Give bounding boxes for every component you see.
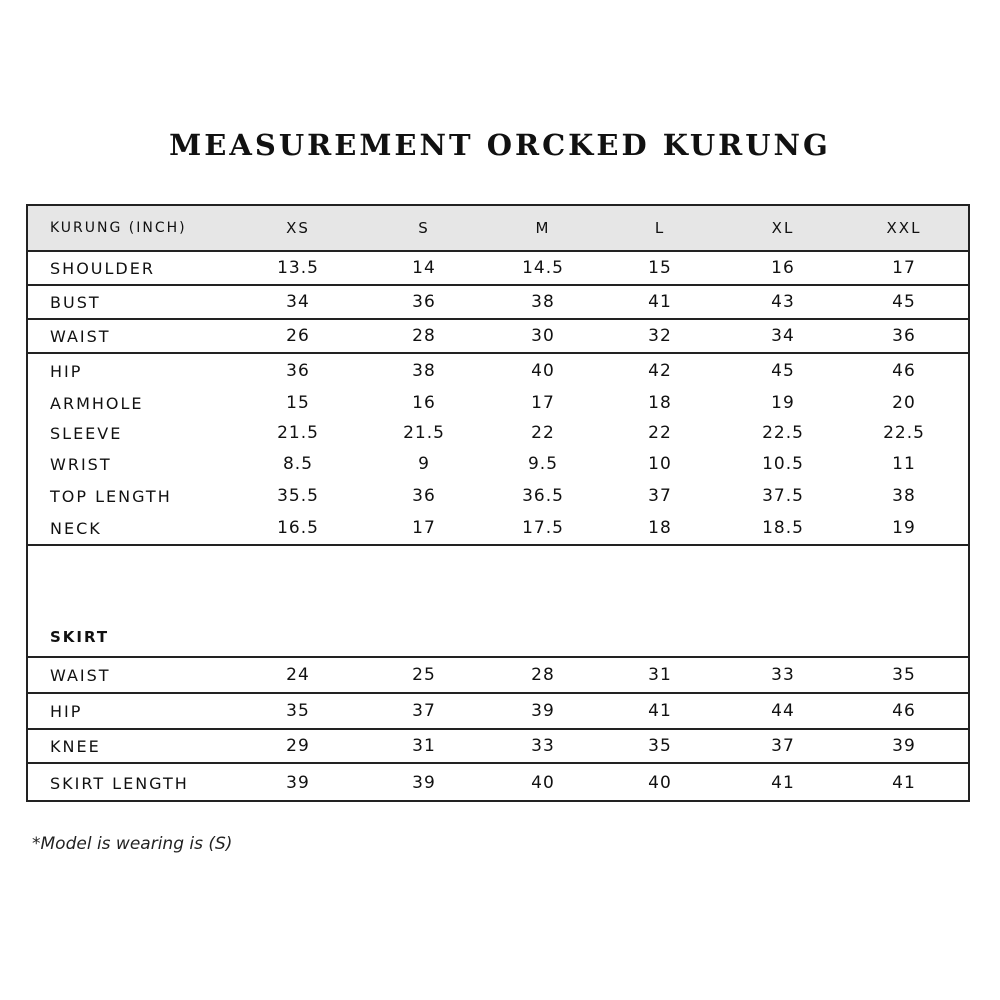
row-value: 24: [286, 665, 310, 685]
row-value: 14: [412, 258, 436, 278]
header-size-xs: XS: [286, 219, 310, 237]
row-value: 36: [286, 361, 310, 381]
header-size-s: S: [418, 219, 430, 237]
table-row: [28, 320, 968, 354]
row-value: 28: [531, 665, 555, 685]
row-value: 36: [412, 292, 436, 312]
row-label: HIP: [50, 361, 83, 381]
row-value: 9: [418, 454, 430, 474]
row-value: 21.5: [403, 423, 445, 443]
row-value: 38: [531, 292, 555, 312]
row-label: WRIST: [50, 454, 112, 474]
row-value: 40: [531, 773, 555, 793]
table-row: [28, 512, 968, 546]
table-header-row: [28, 206, 968, 252]
table-row: [28, 448, 968, 480]
row-value: 15: [648, 258, 672, 278]
row-value: 37: [412, 701, 436, 721]
row-value: 41: [648, 701, 672, 721]
table-row: [28, 764, 968, 802]
row-value: 26: [286, 326, 310, 346]
row-value: 37: [648, 486, 672, 506]
row-value: 40: [531, 361, 555, 381]
row-label: HIP: [50, 701, 83, 721]
row-label: BUST: [50, 292, 101, 312]
row-value: 35: [648, 736, 672, 756]
row-value: 35.5: [277, 486, 319, 506]
row-value: 46: [892, 361, 916, 381]
skirt-divider: [28, 656, 968, 658]
row-value: 39: [531, 701, 555, 721]
row-value: 11: [892, 454, 916, 474]
row-value: 36: [412, 486, 436, 506]
header-size-m: M: [535, 219, 551, 237]
row-value: 37.5: [762, 486, 804, 506]
row-label: NECK: [50, 518, 102, 538]
table-row: [28, 694, 968, 730]
row-value: 16.5: [277, 518, 319, 538]
row-value: 17.5: [522, 518, 564, 538]
row-value: 42: [648, 361, 672, 381]
row-value: 44: [771, 701, 795, 721]
row-value: 36: [892, 326, 916, 346]
table-row: [28, 286, 968, 320]
row-label: SHOULDER: [50, 258, 155, 278]
row-value: 14.5: [522, 258, 564, 278]
row-value: 35: [286, 701, 310, 721]
row-value: 19: [771, 393, 795, 413]
row-value: 17: [531, 393, 555, 413]
table-row: [28, 252, 968, 286]
row-label: WAIST: [50, 326, 111, 346]
row-value: 46: [892, 701, 916, 721]
row-value: 45: [771, 361, 795, 381]
row-value: 8.5: [282, 454, 314, 474]
row-value: 41: [771, 773, 795, 793]
row-value: 34: [286, 292, 310, 312]
row-value: 19: [892, 518, 916, 538]
row-value: 39: [892, 736, 916, 756]
row-value: 43: [771, 292, 795, 312]
row-value: 10: [648, 454, 672, 474]
table-row: [28, 388, 968, 418]
row-value: 39: [286, 773, 310, 793]
row-label: WAIST: [50, 665, 111, 685]
row-value: 22: [648, 423, 672, 443]
row-value: 30: [531, 326, 555, 346]
row-value: 39: [412, 773, 436, 793]
row-value: 18: [648, 518, 672, 538]
row-value: 22.5: [762, 423, 804, 443]
row-value: 9.5: [527, 454, 559, 474]
header-size-l: L: [654, 219, 666, 237]
row-value: 29: [286, 736, 310, 756]
row-label: ARMHOLE: [50, 393, 144, 413]
row-value: 41: [892, 773, 916, 793]
row-value: 10.5: [762, 454, 804, 474]
row-value: 18: [648, 393, 672, 413]
row-label: KNEE: [50, 736, 101, 756]
row-value: 33: [531, 736, 555, 756]
measurement-table: [26, 204, 970, 802]
header-label: KURUNG (INCH): [50, 220, 187, 236]
row-value: 35: [892, 665, 916, 685]
table-row: [28, 418, 968, 448]
page-title: MEASUREMENT ORCKED KURUNG: [169, 128, 831, 162]
header-size-xxl: XXL: [886, 219, 922, 237]
row-value: 22: [531, 423, 555, 443]
row-value: 17: [892, 258, 916, 278]
row-label: SKIRT LENGTH: [50, 773, 189, 793]
row-value: 40: [648, 773, 672, 793]
table-row: [28, 354, 968, 388]
row-value: 31: [648, 665, 672, 685]
row-value: 38: [412, 361, 436, 381]
row-value: 36.5: [522, 486, 564, 506]
skirt-section-label: SKIRT: [50, 628, 110, 646]
table-row: [28, 480, 968, 512]
row-value: 21.5: [277, 423, 319, 443]
row-value: 28: [412, 326, 436, 346]
row-value: 37: [771, 736, 795, 756]
row-value: 17: [412, 518, 436, 538]
row-value: 32: [648, 326, 672, 346]
row-value: 16: [771, 258, 795, 278]
table-row: [28, 658, 968, 694]
row-value: 25: [412, 665, 436, 685]
row-value: 13.5: [277, 258, 319, 278]
row-value: 22.5: [883, 423, 925, 443]
table-row: [28, 730, 968, 764]
row-value: 16: [412, 393, 436, 413]
row-value: 34: [771, 326, 795, 346]
row-value: 31: [412, 736, 436, 756]
row-value: 41: [648, 292, 672, 312]
row-value: 20: [892, 393, 916, 413]
row-value: 33: [771, 665, 795, 685]
model-size-note: *Model is wearing is (S): [32, 834, 233, 854]
row-value: 15: [286, 393, 310, 413]
row-value: 38: [892, 486, 916, 506]
row-value: 18.5: [762, 518, 804, 538]
header-size-xl: XL: [771, 219, 795, 237]
row-label: SLEEVE: [50, 423, 123, 443]
row-label: TOP LENGTH: [50, 486, 172, 506]
row-value: 45: [892, 292, 916, 312]
